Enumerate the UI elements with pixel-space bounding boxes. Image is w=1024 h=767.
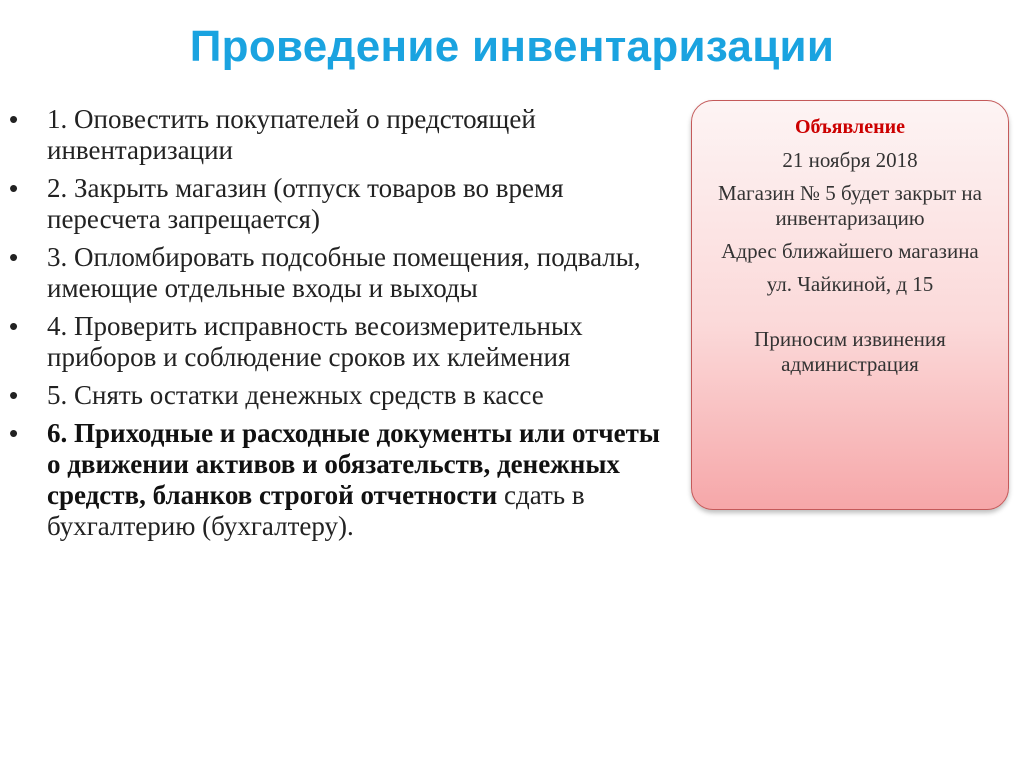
bullet-icon: • [9,311,19,341]
list-item [0,380,680,411]
announcement-address-label: Адрес ближайшего магазина [721,239,979,263]
list-item [0,418,680,542]
announcement-closure: Магазин № 5 будет закрыт на инвентаризацию [718,181,982,230]
announcement-heading: Объявление [794,116,906,138]
list-item-text: 1. Оповестить покупателей о предстоящей инвентаризации [47,104,536,165]
list-item-text: сдать в бухгалтерию (бухгалтеру). [47,480,585,541]
announcement-apology: Приносим извинения администрация [754,327,946,376]
announcement-address: ул. Чайкиной, д 15 [766,272,934,296]
list-item [0,311,680,373]
announcement-card [691,100,1009,510]
bullet-icon: • [9,418,19,448]
task-list [0,104,680,549]
list-item [0,173,680,235]
announcement-spacer [712,305,988,327]
list-item-text: 5. Снять остатки денежных средств в кассе [47,380,544,410]
bullet-icon: • [9,104,19,134]
list-item [0,104,680,166]
bullet-icon: • [9,242,19,272]
list-item [0,242,680,304]
bullet-icon: • [9,173,19,203]
list-item-text: 4. Проверить исправность весоизмерительных приборов и соблюдение сроков их клеймения [47,311,583,372]
slide-title: Проведение инвентаризации [189,22,835,71]
bullet-icon: • [9,380,19,410]
list-item-text: 3. Опломбировать подсобные помещения, подвалы, имеющие отдельные входы и выходы [47,242,641,303]
list-item-text: 2. Закрыть магазин (отпуск товаров во время пересчета запрещается) [47,173,564,234]
announcement-date: 21 ноября 2018 [782,148,918,172]
list-item-bold-text: 6. Приходные и расходные документы или отчеты о движении активов и обязательств, денежных средств, бланков строгой отчетности [47,418,660,510]
